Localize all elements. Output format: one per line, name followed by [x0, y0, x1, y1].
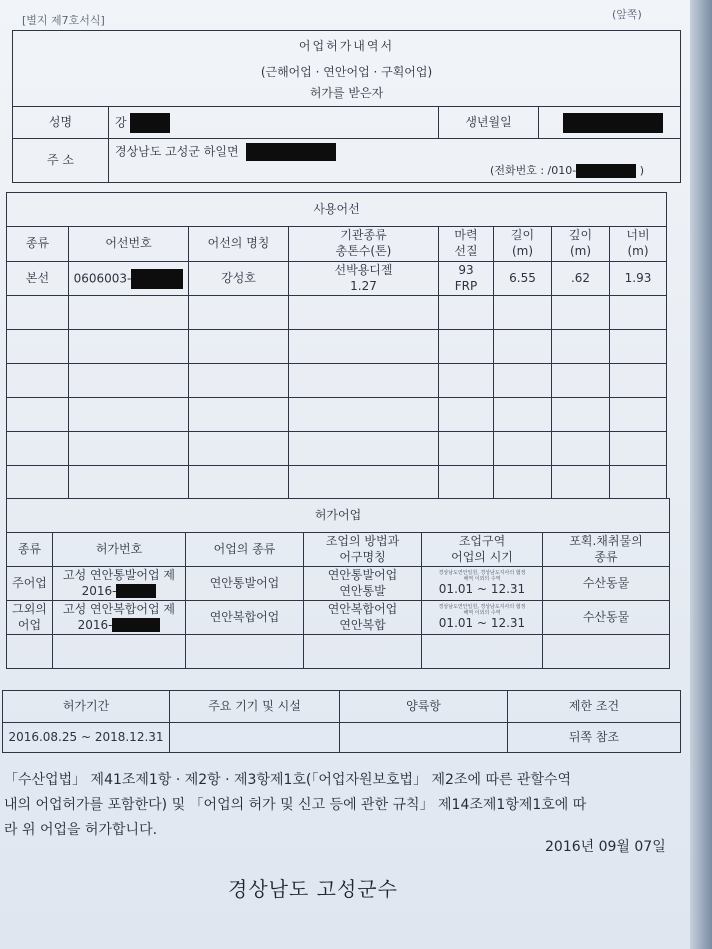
vessel-width: 1.93 — [610, 262, 667, 296]
table-row — [7, 296, 667, 330]
vessel-header: 너비 (m) — [610, 227, 667, 262]
fishing-period: 01.01 ~ 12.31 — [438, 581, 526, 596]
redaction — [563, 113, 663, 133]
permit-type: 그외의 어업 — [7, 601, 53, 635]
permit-number-line1: 고성 연안통발어업 제 — [63, 567, 175, 582]
vessel-number: 0606003- — [73, 271, 132, 285]
engine-type: 선박용디젤 — [334, 262, 393, 277]
permit-number-cell — [53, 601, 186, 635]
permit-table — [6, 498, 670, 669]
issue-date: 2016년 09월 07일 — [545, 839, 666, 855]
legal-statement: 「수산업법」 제41조제1항 · 제2항 · 제3항제1호(「어업자원보호법」 제2조에 따른 관할수역 내의 어업허가를 포함한다) 및 「어업의 허가 및 신고 등에 관한 규칙」 제14조제1항제1호에 따 라 위 어업을 허가합니다. — [4, 772, 587, 838]
vessel-name: 강성호 — [189, 262, 289, 296]
table-row — [7, 262, 667, 296]
vessel-header: 마력 선질 — [439, 227, 494, 262]
landing-port-label: 양륙항 — [340, 691, 508, 723]
horsepower: 93 — [458, 262, 474, 277]
vessel-table — [6, 192, 667, 499]
limit-label: 제한 조건 — [508, 691, 681, 723]
name-label: 성명 — [13, 107, 109, 139]
phone-end: ) — [639, 163, 644, 177]
permit-header: 종류 — [7, 533, 53, 567]
holder-table — [12, 30, 681, 183]
birth-label: 생년월일 — [439, 107, 539, 139]
vessel-header: 길이 (m) — [494, 227, 552, 262]
permit-type: 주어업 — [7, 567, 53, 601]
zone-cell — [422, 601, 543, 635]
hp-cell — [439, 262, 494, 296]
address-value: 경상남도 고성군 하일면 — [115, 144, 239, 159]
table-row — [7, 398, 667, 432]
vessel-header: 어선번호 — [69, 227, 189, 262]
vessel-header: 깊이 (m) — [552, 227, 610, 262]
zone-note: 경상남도연안일원, 경상남도지사의 협정 해역 이외의 수역 — [438, 603, 526, 616]
permit-number-line2: 2016- — [81, 583, 117, 598]
vessel-section-title: 사용어선 — [7, 193, 667, 227]
table-row — [7, 567, 670, 601]
method-line1: 연안복합어업 — [327, 601, 398, 616]
permit-header: 조업구역 어업의 시기 — [422, 533, 543, 567]
phone-label: (전화번호 : /010- — [490, 163, 577, 177]
form-number: [별지 제7호서식] — [22, 14, 105, 27]
method-line1: 연안통발어업 — [327, 567, 398, 582]
engine-cell — [289, 262, 439, 296]
redaction — [130, 113, 170, 133]
permit-number-line1: 고성 연안복합어업 제 — [63, 601, 175, 616]
redaction — [116, 584, 156, 598]
conditions-table — [2, 690, 681, 753]
fishing-period: 01.01 ~ 12.31 — [438, 615, 526, 630]
vessel-length: 6.55 — [494, 262, 552, 296]
landing-port-value — [340, 723, 508, 753]
issuer-name: 경상남도 고성군수 — [228, 877, 398, 901]
fishery-kind: 연안통발어업 — [186, 567, 304, 601]
hull-material: FRP — [454, 278, 478, 293]
table-row — [7, 364, 667, 398]
period-label: 허가기간 — [3, 691, 170, 723]
permit-header: 조업의 방법과 어구명칭 — [304, 533, 422, 567]
vessel-type: 본선 — [7, 262, 69, 296]
equipment-value — [170, 723, 340, 753]
permit-header: 어업의 종류 — [186, 533, 304, 567]
document-subtitle: (근해어업 · 연안어업 · 구획어업) — [13, 63, 681, 83]
address-cell — [109, 139, 681, 183]
table-row — [7, 432, 667, 466]
table-row — [7, 601, 670, 635]
method-cell — [304, 567, 422, 601]
permit-period: 2016.08.25 ~ 2018.12.31 — [3, 723, 170, 753]
table-row — [7, 635, 670, 669]
zone-note: 경상남도연안일원, 경상남도지사의 협정 해역 이외의 수역 — [438, 569, 526, 582]
vessel-header: 종류 — [7, 227, 69, 262]
vessel-number-cell — [69, 262, 189, 296]
name-cell — [109, 107, 439, 139]
vessel-depth: .62 — [552, 262, 610, 296]
zone-cell — [422, 567, 543, 601]
redaction — [131, 269, 183, 289]
document-title: 어업허가내역서 — [13, 31, 681, 63]
table-row — [7, 466, 667, 499]
method-line2: 연안복합 — [339, 617, 386, 632]
vessel-header: 기관종류 총톤수(톤) — [289, 227, 439, 262]
method-cell — [304, 601, 422, 635]
permit-number-cell — [53, 567, 186, 601]
name-value: 강 — [115, 115, 127, 129]
equipment-label: 주요 기기 및 시설 — [170, 691, 340, 723]
redaction — [246, 143, 336, 161]
permit-header: 포획.채취물의 종류 — [543, 533, 670, 567]
limit-value: 뒤쪽 참조 — [508, 723, 681, 753]
tonnage: 1.27 — [350, 278, 377, 293]
table-row — [7, 330, 667, 364]
redaction — [576, 164, 636, 178]
page-side-label: (앞쪽) — [612, 8, 642, 21]
vessel-header: 어선의 명칭 — [189, 227, 289, 262]
redaction — [112, 618, 160, 632]
catch-species: 수산동물 — [543, 567, 670, 601]
birth-cell — [539, 107, 681, 139]
fishery-kind: 연안복합어업 — [186, 601, 304, 635]
holder-section-title: 허가를 받은자 — [13, 83, 681, 107]
phone-line — [490, 164, 644, 178]
permit-header: 허가번호 — [53, 533, 186, 567]
address-label: 주 소 — [13, 139, 109, 183]
folder-edge — [690, 0, 712, 949]
permit-section-title: 허가어업 — [7, 499, 670, 533]
catch-species: 수산동물 — [543, 601, 670, 635]
permit-number-line2: 2016- — [77, 617, 113, 632]
method-line2: 연안통발 — [339, 583, 386, 598]
